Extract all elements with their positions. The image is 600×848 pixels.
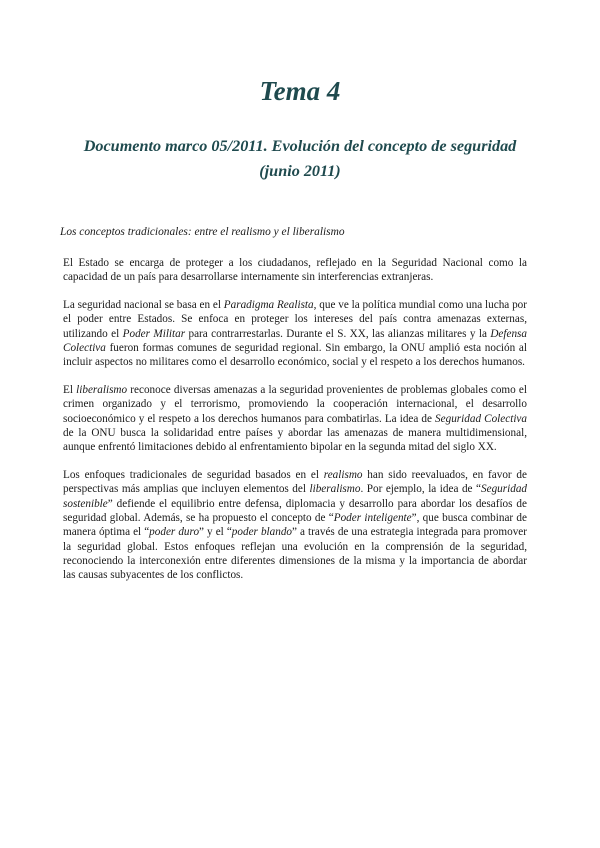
- paragraph-text: La seguridad nacional se basa en el: [63, 299, 224, 312]
- paragraph-text: Los enfoques tradicionales de seguridad basados en el: [63, 469, 324, 482]
- emphasized-term: Poder Militar: [122, 327, 186, 340]
- page-title: Tema 4: [259, 76, 341, 106]
- paragraph-text: de la ONU busca la solidaridad entre países y abordar las amenazas de manera multidimensional, aunque enfrentó limitaciones debido al enfrentamiento bipolar en la segunda mitad del siglo XX.: [63, 426, 527, 454]
- paragraph-text: ”, que busca combinar de manera óptima el “: [63, 511, 527, 539]
- paragraph-text: ” defiende el equilibrio entre defensa, diplomacia y desarrollo para abordar los desafíos de seguridad global. Además, se ha propuesto el concepto de “: [63, 497, 527, 524]
- emphasized-term: poder duro: [149, 526, 200, 539]
- emphasized-term: liberalismo: [309, 483, 361, 496]
- paragraph-text: El: [63, 384, 77, 397]
- paragraph-text: para contrarrestarlas. Durante el S. XX, las alianzas militares y la: [185, 327, 491, 340]
- paragraph-text: han sido reevaluados, en favor de perspectivas más amplias que incluyen elementos del: [63, 469, 527, 496]
- emphasized-term: Paradigma Realista: [223, 299, 314, 312]
- emphasized-term: poder blando: [231, 526, 293, 539]
- emphasized-term: Seguridad sostenible: [63, 483, 528, 510]
- body-paragraph: [63, 298, 527, 369]
- emphasized-term: liberalismo: [76, 384, 128, 397]
- paragraph-text: El Estado se encarga de proteger a los ciudadanos, reflejado en la Seguridad Nacional como la capacidad de un país para desarrollarse internamente sin interferencias extranjeras.: [63, 257, 527, 284]
- emphasized-term: Poder inteligente: [333, 511, 412, 524]
- paragraph-text: fueron formas comunes de seguridad regional. Sin embargo, la ONU amplió esta noción al incluir aspectos no militares como el desarrollo económico, social y el respeto a los derechos humanos.: [63, 341, 527, 369]
- paragraph-text: ” y el “: [199, 526, 232, 539]
- document-body: [63, 256, 527, 596]
- section-heading: Los conceptos tradicionales: entre el realismo y el liberalismo: [60, 226, 345, 238]
- paragraph-text: ” a través de una estrategia integrada para promover la seguridad global. Estos enfoques reflejan una evolución en la comprensión de la seguridad, reconociendo la interconexión entre diferentes dimensiones de la misma y la importancia de abordar las causas subyacentes de los conflictos.: [63, 526, 527, 582]
- paragraph-text: . Por ejemplo, la idea de “: [360, 483, 482, 496]
- emphasized-term: Seguridad Colectiva: [435, 412, 527, 425]
- paragraph-text: reconoce diversas amenazas a la seguridad provenientes de problemas globales como el crimen organizado y el terrorismo, promoviendo la cooperación internacional, el desarrollo socioeconómico y el respeto a los derechos humanos para combatirlas. La idea de: [63, 384, 527, 425]
- document-subtitle: Documento marco 05/2011. Evolución del concepto de seguridad (junio 2011): [83, 137, 517, 180]
- paragraph-text: , que ve la política mundial como una lucha por el poder entre Estados. Se enfoca en proteger los intereses del país contra amenazas externas, utilizando el: [63, 299, 528, 340]
- body-paragraph: [63, 383, 527, 454]
- emphasized-term: Defensa Colectiva: [63, 327, 527, 354]
- emphasized-term: realismo: [323, 469, 363, 482]
- body-paragraph: [63, 256, 527, 285]
- body-paragraph: [63, 468, 527, 582]
